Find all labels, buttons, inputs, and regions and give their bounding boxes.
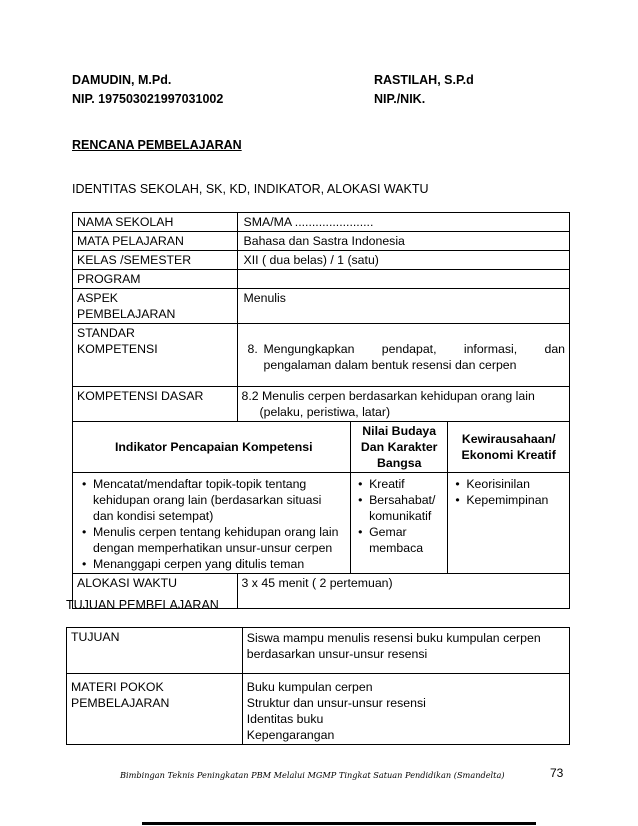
table-row	[73, 473, 570, 574]
standar-line1: Mengungkapkan pendapat, informasi, dan	[263, 342, 565, 356]
standar-line2: pengalaman dalam bentuk resensi dan cerpen	[263, 358, 517, 372]
list-item: • Bersahabat/ komunikatif	[369, 492, 443, 524]
aspek-label	[73, 289, 238, 324]
table-row	[73, 213, 570, 232]
tujuan-label: TUJUAN	[67, 628, 243, 674]
tujuan-table	[66, 627, 570, 745]
materi-label	[67, 674, 243, 745]
alokasi-label: ALOKASI WAKTU	[73, 574, 238, 609]
table-row	[73, 289, 570, 324]
nilai-header-line1: Nilai Budaya	[362, 424, 437, 438]
right-signer-nip: NIP./NIK.	[374, 92, 426, 106]
nilai-cell	[351, 473, 448, 574]
standar-label	[73, 324, 238, 387]
mata-pelajaran-value: Bahasa dan Sastra Indonesia	[237, 232, 569, 251]
list-item: • Mencatat/mendaftar topik-topik tentang kehidupan orang lain (berdasarkan situasi dan kondisi setempat)	[93, 476, 342, 524]
identitas-title: IDENTITAS SEKOLAH, SK, KD, INDIKATOR, ALOKASI WAKTU	[72, 182, 429, 196]
tujuan-title: TUJUAN PEMBELAJARAN	[66, 598, 219, 612]
table-row	[73, 251, 570, 270]
list-item: • Keorisinilan	[466, 476, 565, 492]
right-signer-name: RASTILAH, S.P.d	[374, 73, 474, 87]
list-item: • Menulis cerpen tentang kehidupan orang lain dengan memperhatikan unsur-unsur cerpen	[93, 524, 342, 556]
nilai-header-line2: Dan Karakter	[360, 440, 438, 454]
list-item: • Kreatif	[369, 476, 443, 492]
kd-line2: (pelaku, peristiwa, latar)	[259, 405, 391, 419]
left-signer-name: DAMUDIN, M.Pd.	[72, 73, 172, 87]
kewira-header-line1: Kewirausahaan/	[461, 432, 556, 446]
materi-label-line2: PEMBELAJARAN	[71, 696, 170, 710]
table-row	[67, 674, 570, 745]
materi-value	[242, 674, 569, 745]
aspek-label-line1: ASPEK	[77, 291, 119, 305]
kd-label: KOMPETENSI DASAR	[73, 387, 238, 422]
list-item: • Kepemimpinan	[466, 492, 565, 508]
materi-label-line1: MATERI POKOK	[71, 680, 164, 694]
standar-label-line1: STANDAR	[77, 326, 135, 340]
standar-value	[237, 324, 569, 387]
tujuan-line1: Siswa mampu menulis resensi buku kumpulan cerpen	[246, 631, 541, 645]
nama-sekolah-value: SMA/MA .......................	[237, 213, 569, 232]
page-number: 73	[550, 766, 564, 780]
table-row	[73, 387, 570, 422]
kewirausahaan-header	[448, 422, 570, 473]
footer-rule	[142, 822, 536, 825]
list-item: Struktur dan unsur-unsur resensi	[246, 696, 426, 710]
nama-sekolah-label: NAMA SEKOLAH	[73, 213, 238, 232]
kewirausahaan-cell	[448, 473, 570, 574]
table-row	[73, 232, 570, 251]
list-item: • Menanggapi cerpen yang ditulis teman	[93, 556, 342, 572]
kelas-value: XII ( dua belas) / 1 (satu)	[237, 251, 569, 270]
mata-pelajaran-label: MATA PELAJARAN	[73, 232, 238, 251]
list-item: Kepengarangan	[246, 728, 335, 742]
list-item: • Gemar membaca	[369, 524, 443, 556]
table-row	[67, 628, 570, 674]
aspek-value: Menulis	[237, 289, 569, 324]
footer-text: Bimbingan Teknis Peningkatan PBM Melalui MGMP Tingkat Satuan Pendidikan (Smandelta)	[120, 770, 505, 780]
table-row	[73, 324, 570, 387]
kd-line1: 8.2 Menulis cerpen berdasarkan kehidupan orang lain	[241, 389, 535, 403]
table-row	[73, 270, 570, 289]
left-signer-nip: NIP. 197503021997031002	[72, 92, 224, 106]
standar-label-line2: KOMPETENSI	[77, 342, 158, 356]
alokasi-value: 3 x 45 menit ( 2 pertemuan)	[237, 574, 569, 609]
page-title: RENCANA PEMBELAJARAN	[72, 138, 242, 152]
nilai-header	[351, 422, 448, 473]
aspek-label-line2: PEMBELAJARAN	[77, 307, 176, 321]
standar-number: 8.	[247, 342, 258, 356]
tujuan-value	[242, 628, 569, 674]
program-label: PROGRAM	[73, 270, 238, 289]
kd-value	[237, 387, 569, 422]
kewira-header-line2: Ekonomi Kreatif	[461, 448, 556, 462]
indikator-cell	[73, 473, 351, 574]
table-row	[73, 422, 570, 473]
tujuan-line2: berdasarkan unsur-unsur resensi	[246, 647, 428, 661]
indikator-header: Indikator Pencapaian Kompetensi	[73, 422, 351, 473]
program-value	[237, 270, 569, 289]
identitas-table	[72, 212, 570, 609]
kelas-label: KELAS /SEMESTER	[73, 251, 238, 270]
list-item: Buku kumpulan cerpen	[246, 680, 373, 694]
nilai-header-line3: Bangsa	[377, 456, 422, 470]
list-item: Identitas buku	[246, 712, 324, 726]
